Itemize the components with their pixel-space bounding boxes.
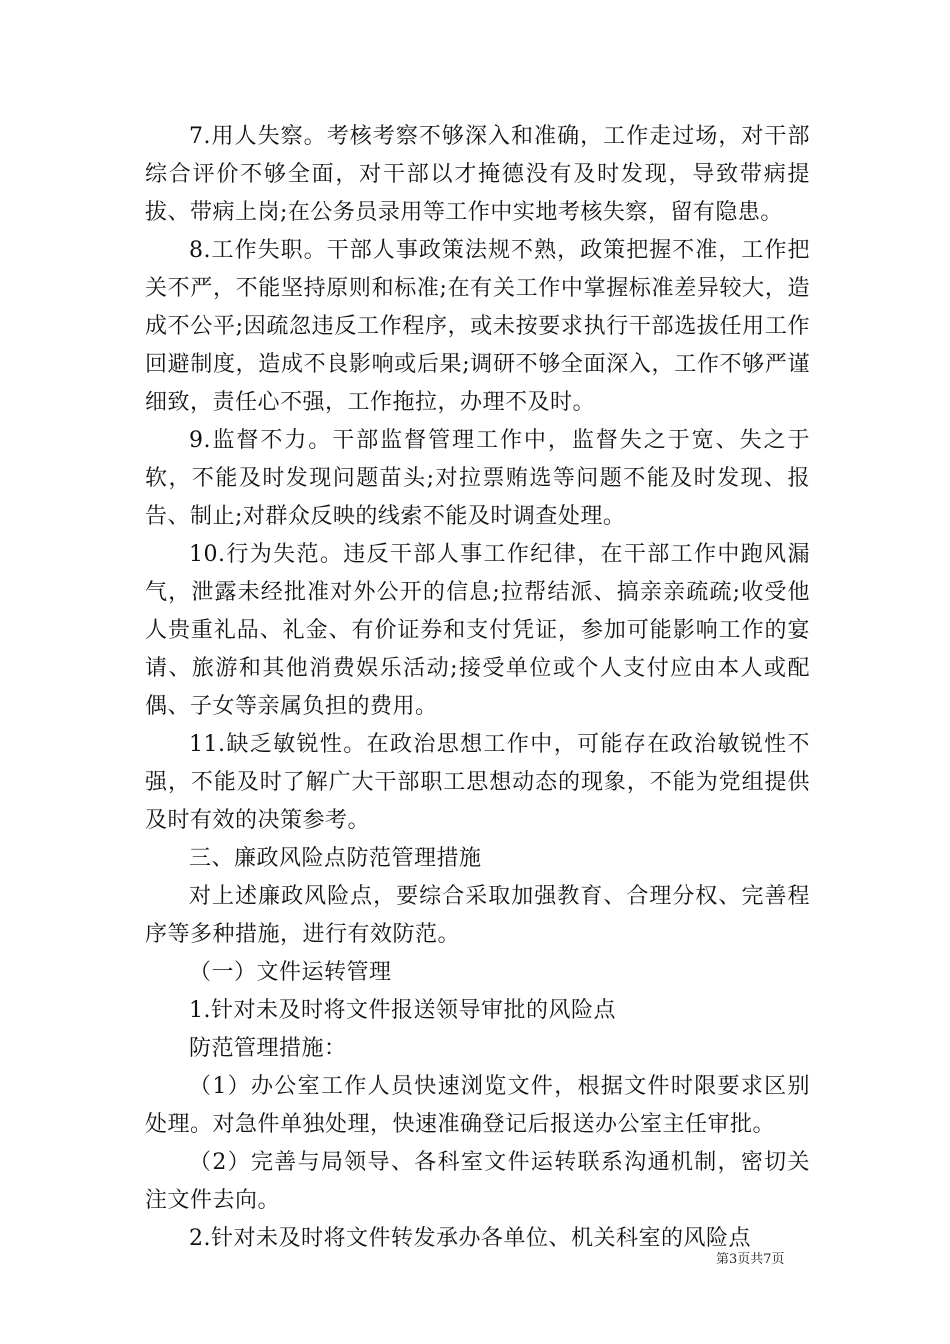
paragraph-item-9: 9.监督不力。干部监督管理工作中，监督失之于宽、失之于软，不能及时发现问题苗头;对拉票贿选等问题不能及时发现、报告、制止;对群众反映的线索不能及时调查处理。	[145, 428, 810, 529]
page-number: 第3页共7页	[716, 1252, 785, 1267]
subsection-heading: （一）文件运转管理	[189, 960, 392, 985]
risk-point-1: 1.针对未及时将文件报送领导审批的风险点	[189, 998, 616, 1023]
measure-item-2: （2）完善与局领导、各科室文件运转联系沟通机制，密切关注文件去向。	[145, 1150, 810, 1213]
paragraph-item-8: 8.工作失职。干部人事政策法规不熟，政策把握不准，工作把关不严，不能坚持原则和标准;在有关工作中掌握标准差异较大，造成不公平;因疏忽违反工作程序，或未按要求执行干部选拔任用工作回避制度，造成不良影响或后果;调研不够全面深入，工作不够严谨细致，责任心不强，工作拖拉，办理不及时。	[145, 238, 810, 415]
section-heading: 三、廉政风险点防范管理措施	[189, 846, 482, 871]
measure-item-1: （1）办公室工作人员快速浏览文件，根据文件时限要求区别处理。对急件单独处理，快速准确登记后报送办公室主任审批。	[145, 1074, 810, 1137]
section-intro: 对上述廉政风险点，要综合采取加强教育、合理分权、完善程序等多种措施，进行有效防范。	[145, 884, 810, 947]
measures-label: 防范管理措施：	[189, 1036, 347, 1061]
paragraph-item-11: 11.缺乏敏锐性。在政治思想工作中，可能存在政治敏锐性不强，不能及时了解广大干部职工思想动态的现象，不能为党组提供及时有效的决策参考。	[145, 732, 810, 833]
paragraph-item-7: 7.用人失察。考核考察不够深入和准确，工作走过场，对干部综合评价不够全面，对干部以才掩德没有及时发现，导致带病提拔、带病上岗;在公务员录用等工作中实地考核失察，留有隐患。	[145, 124, 810, 225]
risk-point-2: 2.针对未及时将文件转发承办各单位、机关科室的风险点	[189, 1226, 751, 1251]
document-body	[145, 118, 810, 1258]
paragraph-item-10: 10.行为失范。违反干部人事工作纪律，在干部工作中跑风漏气，泄露未经批准对外公开的信息;拉帮结派、搞亲亲疏疏;收受他人贵重礼品、礼金、有价证券和支付凭证，参加可能影响工作的宴请、旅游和其他消费娱乐活动;接受单位或个人支付应由本人或配偶、子女等亲属负担的费用。	[145, 542, 810, 719]
